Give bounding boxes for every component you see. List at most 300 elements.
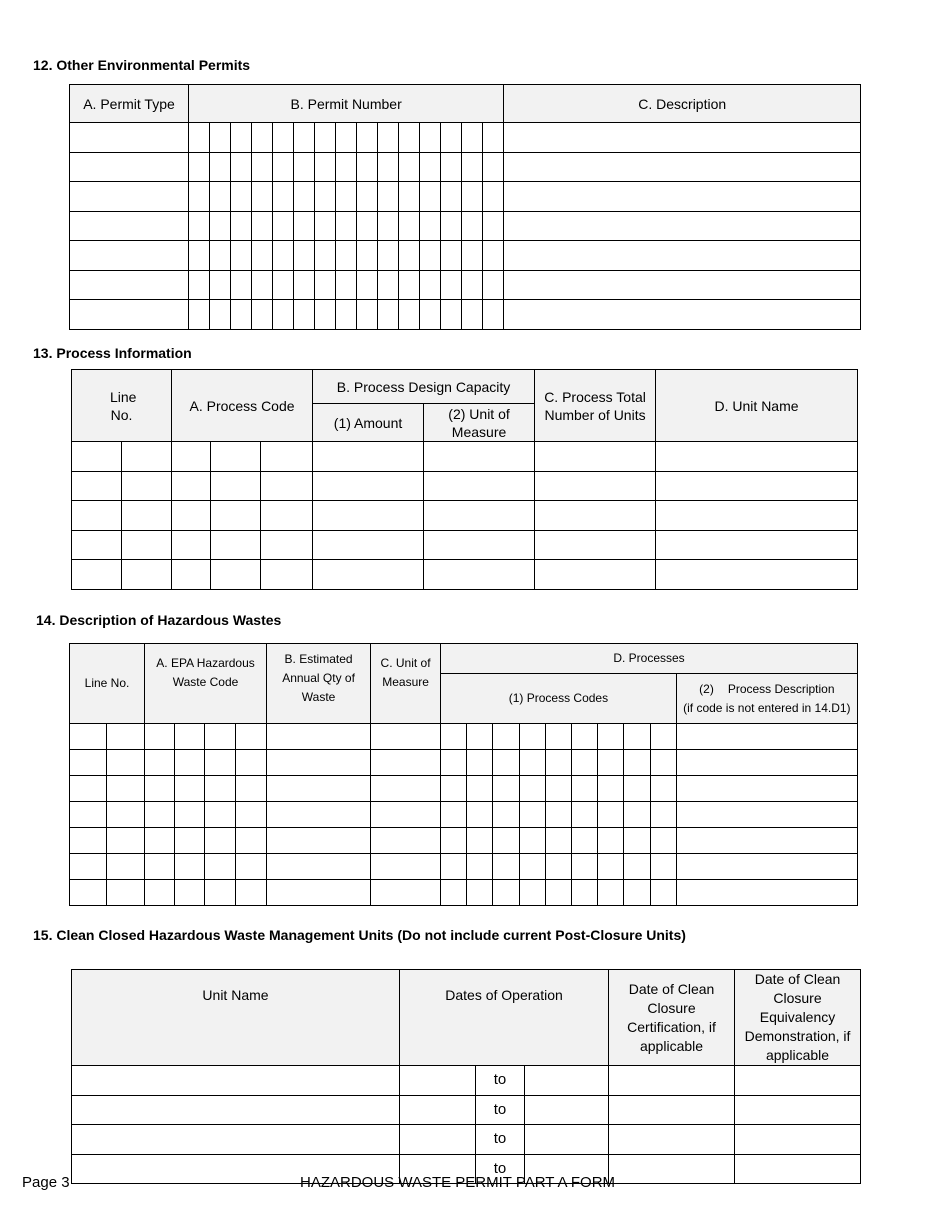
process-code-box[interactable] [261, 471, 313, 501]
permit-number-box[interactable] [357, 182, 378, 212]
process-code-box[interactable] [493, 750, 519, 776]
unit-of-measure-field[interactable] [371, 828, 441, 854]
annual-qty-field[interactable] [267, 828, 371, 854]
line-no-box[interactable] [70, 750, 107, 776]
waste-code-box[interactable] [205, 724, 236, 750]
permit-number-box[interactable] [462, 300, 483, 330]
amount-field[interactable] [313, 471, 424, 501]
waste-code-box[interactable] [236, 854, 267, 880]
process-code-box[interactable] [572, 802, 598, 828]
annual-qty-field[interactable] [267, 880, 371, 906]
unit-name-field[interactable] [656, 471, 858, 501]
unit-of-measure-field[interactable] [424, 471, 535, 501]
process-code-box[interactable] [624, 776, 650, 802]
amount-field[interactable] [313, 530, 424, 560]
certification-date-field[interactable] [609, 1154, 735, 1184]
permit-number-box[interactable] [441, 123, 462, 153]
permit-number-box[interactable] [399, 211, 420, 241]
process-code-box[interactable] [650, 828, 676, 854]
permit-number-box[interactable] [315, 270, 336, 300]
waste-code-box[interactable] [145, 880, 175, 906]
process-code-box[interactable] [598, 776, 624, 802]
waste-code-box[interactable] [236, 724, 267, 750]
permit-number-box[interactable] [315, 211, 336, 241]
waste-code-box[interactable] [175, 724, 205, 750]
total-units-field[interactable] [535, 471, 656, 501]
start-date-field[interactable] [400, 1095, 476, 1125]
permit-number-box[interactable] [420, 152, 441, 182]
permit-number-box[interactable] [378, 241, 399, 271]
permit-number-box[interactable] [231, 300, 252, 330]
process-code-box[interactable] [493, 828, 519, 854]
process-description-field[interactable] [676, 750, 857, 776]
permit-number-box[interactable] [336, 123, 357, 153]
annual-qty-field[interactable] [267, 750, 371, 776]
permit-number-box[interactable] [483, 270, 504, 300]
permit-number-box[interactable] [273, 152, 294, 182]
unit-name-field[interactable] [656, 501, 858, 531]
start-date-field[interactable] [400, 1125, 476, 1155]
process-description-field[interactable] [676, 802, 857, 828]
waste-code-box[interactable] [145, 828, 175, 854]
end-date-field[interactable] [525, 1066, 609, 1096]
process-code-box[interactable] [172, 530, 211, 560]
permit-type-field[interactable] [70, 182, 189, 212]
process-code-box[interactable] [172, 442, 211, 472]
process-code-box[interactable] [624, 724, 650, 750]
waste-code-box[interactable] [175, 854, 205, 880]
equivalency-date-field[interactable] [735, 1125, 861, 1155]
process-code-box[interactable] [545, 854, 571, 880]
permit-number-box[interactable] [462, 152, 483, 182]
permit-number-box[interactable] [378, 123, 399, 153]
permit-number-box[interactable] [210, 152, 231, 182]
permit-number-box[interactable] [483, 241, 504, 271]
description-field[interactable] [504, 123, 861, 153]
permit-number-box[interactable] [336, 241, 357, 271]
unit-of-measure-field[interactable] [371, 724, 441, 750]
permit-number-box[interactable] [273, 182, 294, 212]
total-units-field[interactable] [535, 442, 656, 472]
line-no-box[interactable] [72, 501, 122, 531]
permit-number-box[interactable] [273, 300, 294, 330]
waste-code-box[interactable] [175, 802, 205, 828]
line-no-box[interactable] [107, 854, 145, 880]
process-code-box[interactable] [624, 854, 650, 880]
permit-number-box[interactable] [273, 123, 294, 153]
unit-name-field[interactable] [656, 560, 858, 590]
process-code-box[interactable] [172, 501, 211, 531]
unit-name-field[interactable] [656, 530, 858, 560]
waste-code-box[interactable] [175, 776, 205, 802]
waste-code-box[interactable] [236, 776, 267, 802]
waste-code-box[interactable] [236, 880, 267, 906]
permit-number-box[interactable] [357, 211, 378, 241]
permit-number-box[interactable] [420, 300, 441, 330]
process-code-box[interactable] [211, 501, 261, 531]
permit-number-box[interactable] [252, 152, 273, 182]
amount-field[interactable] [313, 560, 424, 590]
waste-code-box[interactable] [175, 750, 205, 776]
process-code-box[interactable] [519, 880, 545, 906]
permit-number-box[interactable] [483, 152, 504, 182]
description-field[interactable] [504, 182, 861, 212]
permit-number-box[interactable] [420, 123, 441, 153]
permit-number-box[interactable] [252, 241, 273, 271]
line-no-box[interactable] [107, 776, 145, 802]
process-code-box[interactable] [441, 724, 467, 750]
permit-number-box[interactable] [462, 123, 483, 153]
line-no-box[interactable] [70, 828, 107, 854]
waste-code-box[interactable] [175, 828, 205, 854]
line-no-box[interactable] [70, 854, 107, 880]
permit-number-box[interactable] [420, 241, 441, 271]
process-code-box[interactable] [519, 750, 545, 776]
permit-number-box[interactable] [252, 270, 273, 300]
process-code-box[interactable] [545, 828, 571, 854]
permit-number-box[interactable] [336, 152, 357, 182]
process-code-box[interactable] [467, 750, 493, 776]
permit-number-box[interactable] [399, 270, 420, 300]
unit-of-measure-field[interactable] [424, 442, 535, 472]
permit-number-box[interactable] [378, 300, 399, 330]
permit-type-field[interactable] [70, 300, 189, 330]
permit-number-box[interactable] [357, 123, 378, 153]
process-code-box[interactable] [598, 724, 624, 750]
process-code-box[interactable] [598, 750, 624, 776]
process-code-box[interactable] [211, 560, 261, 590]
certification-date-field[interactable] [609, 1125, 735, 1155]
process-code-box[interactable] [172, 471, 211, 501]
waste-code-box[interactable] [205, 854, 236, 880]
waste-code-box[interactable] [236, 802, 267, 828]
permit-number-box[interactable] [273, 211, 294, 241]
permit-number-box[interactable] [441, 300, 462, 330]
process-code-box[interactable] [441, 828, 467, 854]
process-code-box[interactable] [545, 802, 571, 828]
waste-code-box[interactable] [145, 854, 175, 880]
process-code-box[interactable] [261, 442, 313, 472]
process-code-box[interactable] [467, 802, 493, 828]
process-description-field[interactable] [676, 724, 857, 750]
process-code-box[interactable] [493, 802, 519, 828]
process-code-box[interactable] [211, 442, 261, 472]
equivalency-date-field[interactable] [735, 1066, 861, 1096]
permit-type-field[interactable] [70, 241, 189, 271]
process-code-box[interactable] [261, 560, 313, 590]
line-no-box[interactable] [107, 724, 145, 750]
unit-name-field[interactable] [72, 1125, 400, 1155]
permit-number-box[interactable] [231, 182, 252, 212]
waste-code-box[interactable] [175, 880, 205, 906]
process-code-box[interactable] [441, 750, 467, 776]
permit-number-box[interactable] [210, 123, 231, 153]
permit-number-box[interactable] [294, 300, 315, 330]
permit-number-box[interactable] [378, 152, 399, 182]
process-code-box[interactable] [261, 530, 313, 560]
waste-code-box[interactable] [205, 802, 236, 828]
permit-number-box[interactable] [420, 182, 441, 212]
process-code-box[interactable] [545, 880, 571, 906]
process-code-box[interactable] [172, 560, 211, 590]
permit-type-field[interactable] [70, 152, 189, 182]
permit-number-box[interactable] [189, 270, 210, 300]
waste-code-box[interactable] [205, 880, 236, 906]
permit-number-box[interactable] [483, 211, 504, 241]
process-code-box[interactable] [572, 724, 598, 750]
process-code-box[interactable] [493, 854, 519, 880]
permit-number-box[interactable] [441, 182, 462, 212]
permit-number-box[interactable] [231, 270, 252, 300]
permit-number-box[interactable] [420, 211, 441, 241]
line-no-box[interactable] [107, 828, 145, 854]
permit-number-box[interactable] [357, 270, 378, 300]
process-code-box[interactable] [441, 854, 467, 880]
process-code-box[interactable] [572, 854, 598, 880]
end-date-field[interactable] [525, 1095, 609, 1125]
process-code-box[interactable] [598, 854, 624, 880]
process-code-box[interactable] [572, 750, 598, 776]
start-date-field[interactable] [400, 1066, 476, 1096]
process-code-box[interactable] [650, 880, 676, 906]
description-field[interactable] [504, 152, 861, 182]
description-field[interactable] [504, 300, 861, 330]
process-code-box[interactable] [493, 724, 519, 750]
process-code-box[interactable] [572, 828, 598, 854]
process-code-box[interactable] [624, 880, 650, 906]
amount-field[interactable] [313, 442, 424, 472]
permit-number-box[interactable] [336, 182, 357, 212]
permit-number-box[interactable] [294, 152, 315, 182]
process-description-field[interactable] [676, 854, 857, 880]
permit-number-box[interactable] [231, 152, 252, 182]
unit-of-measure-field[interactable] [371, 750, 441, 776]
line-no-box[interactable] [72, 560, 122, 590]
amount-field[interactable] [313, 501, 424, 531]
permit-number-box[interactable] [189, 182, 210, 212]
permit-number-box[interactable] [399, 123, 420, 153]
permit-number-box[interactable] [378, 182, 399, 212]
permit-number-box[interactable] [210, 241, 231, 271]
permit-number-box[interactable] [441, 152, 462, 182]
unit-of-measure-field[interactable] [424, 530, 535, 560]
process-code-box[interactable] [519, 802, 545, 828]
unit-of-measure-field[interactable] [371, 880, 441, 906]
permit-number-box[interactable] [315, 152, 336, 182]
process-code-box[interactable] [598, 880, 624, 906]
unit-of-measure-field[interactable] [371, 776, 441, 802]
permit-number-box[interactable] [273, 270, 294, 300]
permit-number-box[interactable] [462, 182, 483, 212]
process-code-box[interactable] [624, 802, 650, 828]
permit-number-box[interactable] [357, 152, 378, 182]
line-no-box[interactable] [122, 501, 172, 531]
permit-number-box[interactable] [315, 123, 336, 153]
process-code-box[interactable] [441, 776, 467, 802]
permit-number-box[interactable] [462, 211, 483, 241]
annual-qty-field[interactable] [267, 854, 371, 880]
permit-number-box[interactable] [357, 241, 378, 271]
certification-date-field[interactable] [609, 1066, 735, 1096]
process-code-box[interactable] [545, 776, 571, 802]
permit-number-box[interactable] [336, 270, 357, 300]
unit-name-field[interactable] [72, 1066, 400, 1096]
permit-type-field[interactable] [70, 211, 189, 241]
permit-number-box[interactable] [252, 123, 273, 153]
unit-name-field[interactable] [72, 1095, 400, 1125]
unit-of-measure-field[interactable] [424, 501, 535, 531]
process-code-box[interactable] [545, 750, 571, 776]
process-code-box[interactable] [598, 828, 624, 854]
waste-code-box[interactable] [145, 750, 175, 776]
total-units-field[interactable] [535, 501, 656, 531]
process-code-box[interactable] [467, 828, 493, 854]
permit-number-box[interactable] [399, 241, 420, 271]
line-no-box[interactable] [72, 530, 122, 560]
permit-number-box[interactable] [252, 211, 273, 241]
permit-number-box[interactable] [252, 182, 273, 212]
waste-code-box[interactable] [236, 828, 267, 854]
process-description-field[interactable] [676, 828, 857, 854]
permit-number-box[interactable] [399, 300, 420, 330]
process-code-box[interactable] [467, 724, 493, 750]
line-no-box[interactable] [107, 880, 145, 906]
line-no-box[interactable] [107, 750, 145, 776]
line-no-box[interactable] [70, 880, 107, 906]
line-no-box[interactable] [122, 560, 172, 590]
total-units-field[interactable] [535, 560, 656, 590]
line-no-box[interactable] [70, 802, 107, 828]
line-no-box[interactable] [72, 442, 122, 472]
process-code-box[interactable] [519, 776, 545, 802]
process-code-box[interactable] [441, 802, 467, 828]
process-code-box[interactable] [467, 854, 493, 880]
process-code-box[interactable] [467, 776, 493, 802]
process-code-box[interactable] [572, 880, 598, 906]
description-field[interactable] [504, 241, 861, 271]
process-description-field[interactable] [676, 880, 857, 906]
permit-number-box[interactable] [189, 152, 210, 182]
line-no-box[interactable] [122, 442, 172, 472]
process-code-box[interactable] [650, 854, 676, 880]
permit-number-box[interactable] [399, 182, 420, 212]
process-code-box[interactable] [545, 724, 571, 750]
process-code-box[interactable] [519, 854, 545, 880]
line-no-box[interactable] [70, 776, 107, 802]
permit-number-box[interactable] [273, 241, 294, 271]
line-no-box[interactable] [122, 530, 172, 560]
process-code-box[interactable] [493, 776, 519, 802]
line-no-box[interactable] [107, 802, 145, 828]
process-code-box[interactable] [650, 724, 676, 750]
permit-number-box[interactable] [315, 241, 336, 271]
process-code-box[interactable] [211, 471, 261, 501]
permit-number-box[interactable] [189, 241, 210, 271]
permit-number-box[interactable] [294, 123, 315, 153]
process-description-field[interactable] [676, 776, 857, 802]
permit-number-box[interactable] [231, 241, 252, 271]
waste-code-box[interactable] [145, 724, 175, 750]
permit-number-box[interactable] [294, 211, 315, 241]
permit-number-box[interactable] [210, 300, 231, 330]
permit-number-box[interactable] [210, 182, 231, 212]
end-date-field[interactable] [525, 1125, 609, 1155]
permit-number-box[interactable] [231, 211, 252, 241]
permit-number-box[interactable] [189, 123, 210, 153]
permit-number-box[interactable] [252, 300, 273, 330]
permit-number-box[interactable] [210, 270, 231, 300]
waste-code-box[interactable] [205, 750, 236, 776]
process-code-box[interactable] [650, 802, 676, 828]
permit-number-box[interactable] [378, 270, 399, 300]
process-code-box[interactable] [211, 530, 261, 560]
unit-of-measure-field[interactable] [371, 854, 441, 880]
annual-qty-field[interactable] [267, 724, 371, 750]
equivalency-date-field[interactable] [735, 1154, 861, 1184]
permit-number-box[interactable] [462, 241, 483, 271]
process-code-box[interactable] [519, 828, 545, 854]
waste-code-box[interactable] [205, 828, 236, 854]
description-field[interactable] [504, 211, 861, 241]
annual-qty-field[interactable] [267, 776, 371, 802]
equivalency-date-field[interactable] [735, 1095, 861, 1125]
permit-number-box[interactable] [441, 211, 462, 241]
process-code-box[interactable] [493, 880, 519, 906]
permit-number-box[interactable] [420, 270, 441, 300]
permit-number-box[interactable] [210, 211, 231, 241]
permit-number-box[interactable] [462, 270, 483, 300]
process-code-box[interactable] [598, 802, 624, 828]
permit-number-box[interactable] [483, 300, 504, 330]
permit-type-field[interactable] [70, 270, 189, 300]
permit-number-box[interactable] [399, 152, 420, 182]
process-code-box[interactable] [519, 724, 545, 750]
waste-code-box[interactable] [205, 776, 236, 802]
permit-number-box[interactable] [315, 182, 336, 212]
process-code-box[interactable] [441, 880, 467, 906]
unit-of-measure-field[interactable] [424, 560, 535, 590]
line-no-box[interactable] [70, 724, 107, 750]
permit-number-box[interactable] [294, 241, 315, 271]
description-field[interactable] [504, 270, 861, 300]
waste-code-box[interactable] [145, 776, 175, 802]
process-code-box[interactable] [624, 750, 650, 776]
line-no-box[interactable] [122, 471, 172, 501]
process-code-box[interactable] [650, 750, 676, 776]
process-code-box[interactable] [624, 828, 650, 854]
process-code-box[interactable] [261, 501, 313, 531]
process-code-box[interactable] [650, 776, 676, 802]
unit-name-field[interactable] [656, 442, 858, 472]
line-no-box[interactable] [72, 471, 122, 501]
permit-number-box[interactable] [378, 211, 399, 241]
permit-number-box[interactable] [294, 270, 315, 300]
permit-number-box[interactable] [336, 211, 357, 241]
annual-qty-field[interactable] [267, 802, 371, 828]
permit-number-box[interactable] [483, 182, 504, 212]
permit-number-box[interactable] [315, 300, 336, 330]
permit-number-box[interactable] [189, 300, 210, 330]
permit-number-box[interactable] [441, 270, 462, 300]
permit-number-box[interactable] [357, 300, 378, 330]
permit-number-box[interactable] [483, 123, 504, 153]
permit-number-box[interactable] [336, 300, 357, 330]
waste-code-box[interactable] [236, 750, 267, 776]
permit-number-box[interactable] [441, 241, 462, 271]
permit-number-box[interactable] [231, 123, 252, 153]
process-code-box[interactable] [572, 776, 598, 802]
process-code-box[interactable] [467, 880, 493, 906]
